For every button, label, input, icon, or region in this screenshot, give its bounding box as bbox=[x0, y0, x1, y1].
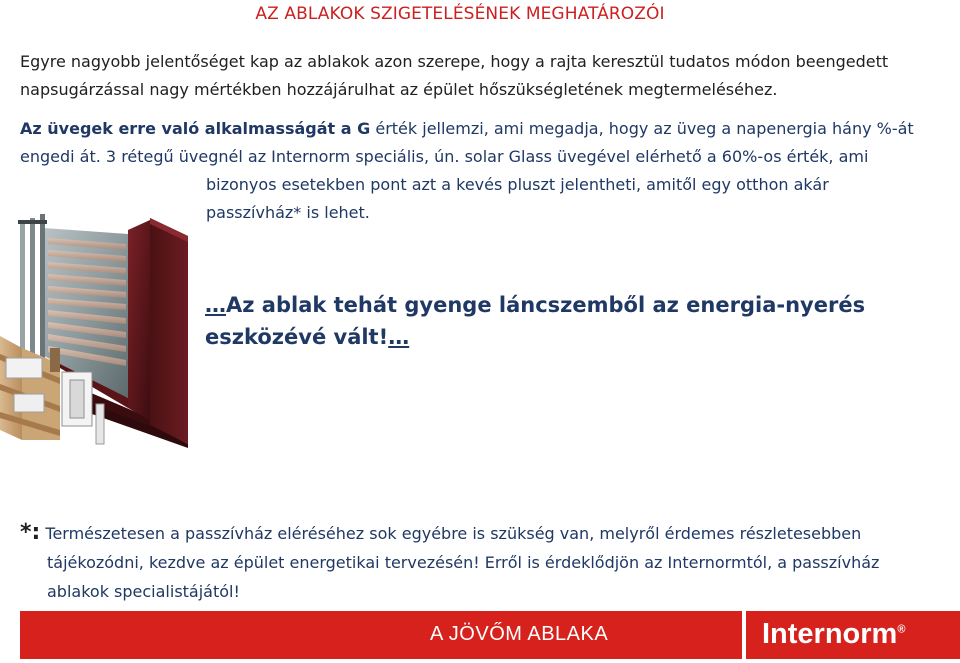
slogan bbox=[205, 289, 905, 353]
footnote-line-3: ablakok specialistájától! bbox=[47, 582, 240, 601]
internorm-logo-text: Internorm bbox=[762, 618, 898, 650]
banner-tagline: A JÖVŐM ABLAKA bbox=[430, 623, 609, 645]
footnote bbox=[20, 518, 940, 606]
slogan-ellipsis-start: … bbox=[205, 293, 226, 317]
footnote-line-2: tájékozódni, kezdve az épület energetikai tervezésén! Erről is érdeklődjön az Internormtól, a passzívház bbox=[47, 553, 880, 572]
g-value-line-4: passzívház* is lehet. bbox=[206, 203, 370, 222]
window-cross-section-image bbox=[0, 208, 194, 448]
intro-paragraph: Egyre nagyobb jelentőséget kap az ablakok azon szerepe, hogy a rajta keresztül tudatos módon beengedett napsugárzással nagy mértékben hozzájárulhat az épület hőszükségletének megtermeléséhez. bbox=[20, 52, 889, 99]
g-value-line-1-rest: érték jellemzi, ami megadja, hogy az üveg a napenergia hány %-át bbox=[370, 119, 914, 138]
registered-mark: ® bbox=[897, 623, 906, 636]
internorm-logo bbox=[762, 618, 905, 651]
footnote-line-1 bbox=[20, 518, 940, 548]
banner-divider bbox=[742, 611, 746, 659]
footnote-line-1-text: Természetesen a passzívház eléréséhez sok egyébre is szükség van, melyről érdemes részletesebben bbox=[40, 524, 862, 543]
g-value-line-2: engedi át. 3 rétegű üvegnél az Internorm speciális, ún. solar Glass üvegével elérhető a 60%-os érték, ami bbox=[20, 147, 869, 166]
page-title: AZ ABLAKOK SZIGETELÉSÉNEK MEGHATÁROZÓI bbox=[255, 4, 665, 24]
g-value-bold-lead: Az üvegek erre való alkalmasságát a G bbox=[20, 119, 371, 138]
g-value-line-3: bizonyos esetekben pont azt a kevés pluszt jelentheti, amitől egy otthon akár bbox=[206, 175, 829, 194]
slogan-text: Az ablak tehát gyenge láncszemből az energia-nyerés eszközévé vált! bbox=[205, 293, 866, 349]
slogan-ellipsis-end: … bbox=[388, 325, 410, 349]
internorm-banner bbox=[20, 611, 960, 659]
g-value-line-1 bbox=[20, 115, 940, 143]
footnote-marker: *: bbox=[20, 520, 41, 545]
